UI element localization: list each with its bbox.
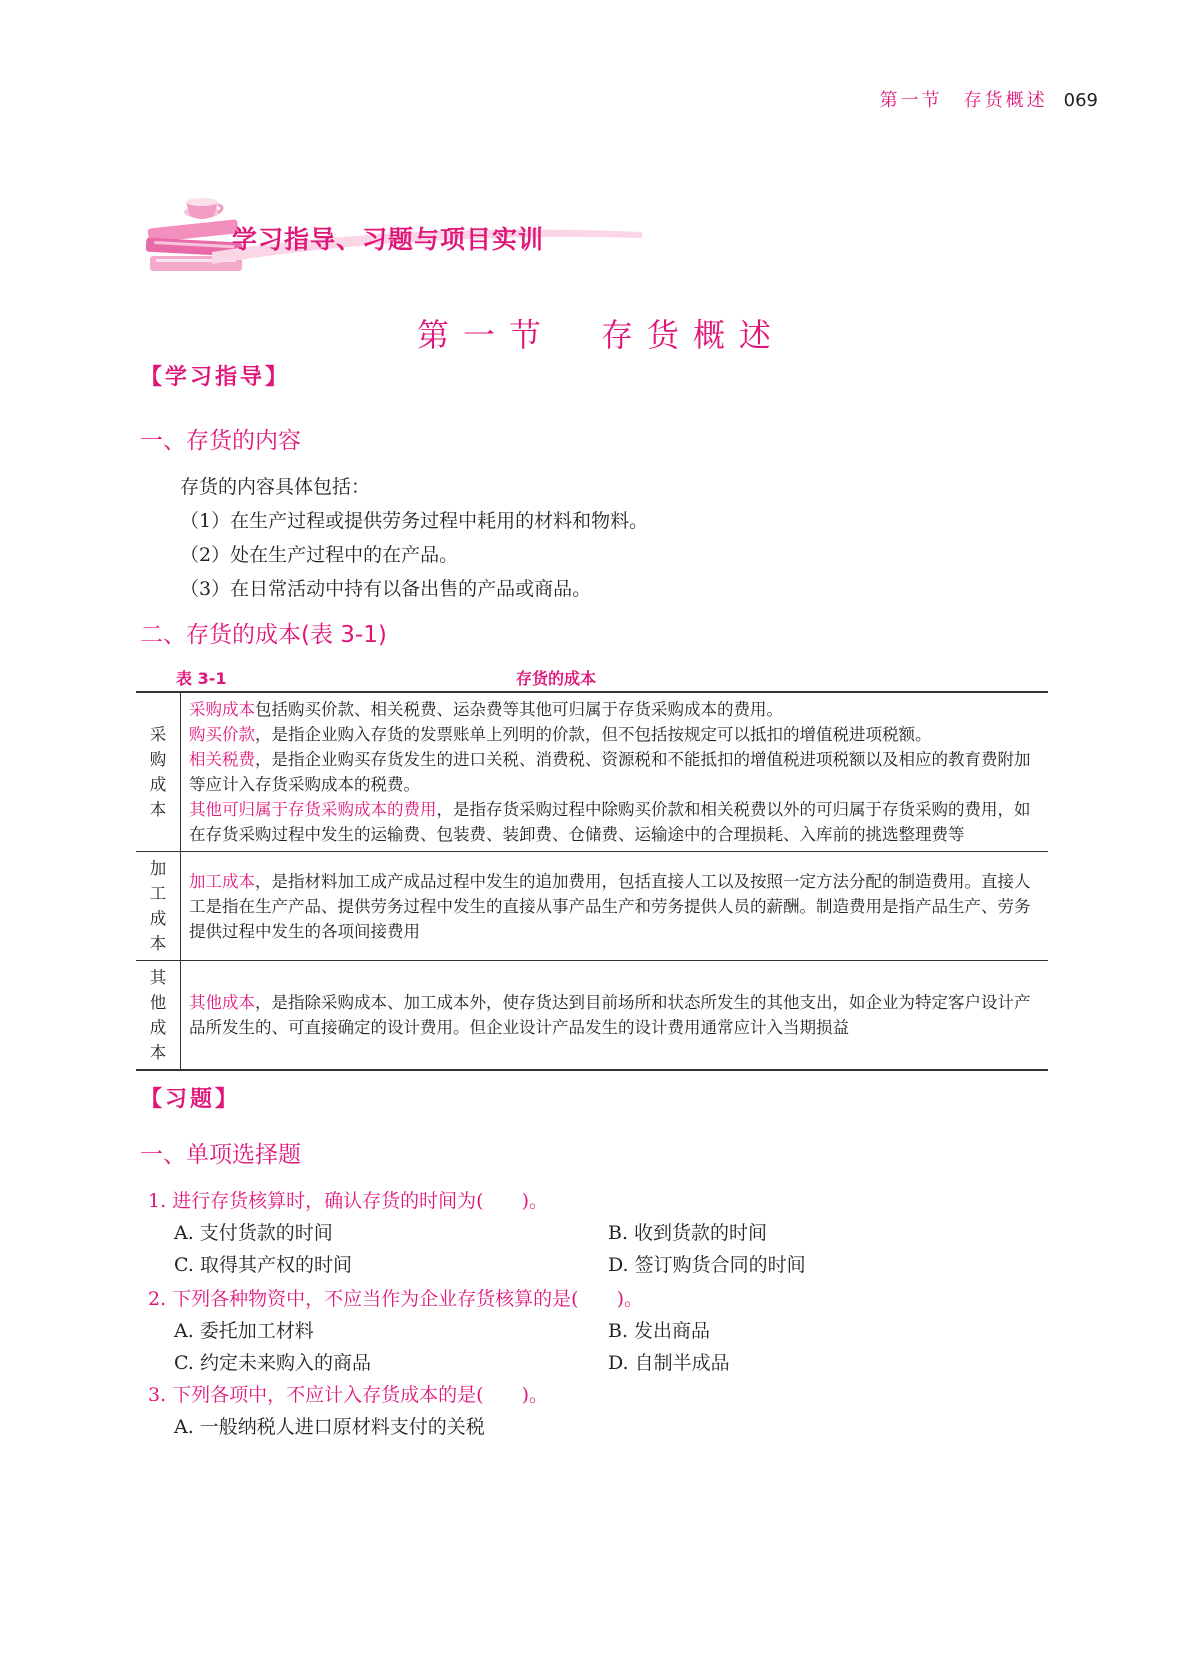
definition: 包括购买价款、相关税费、运杂费等其他可归属于存货采购成本的费用。 (255, 700, 783, 719)
table-caption (176, 666, 226, 689)
description-paragraph (189, 747, 1040, 797)
page-number: 069 (1063, 90, 1098, 111)
inventory-content-intro: 存货的内容具体包括： (180, 476, 371, 498)
table-row (136, 961, 1048, 1071)
inventory-content-heading: 一、存货的内容 (140, 428, 301, 454)
question-option: B. 收到货款的时间 (608, 1222, 768, 1244)
table-row (136, 692, 1048, 852)
question-option: A. 一般纳税人进口原材料支付的关税 (174, 1416, 485, 1438)
inventory-content-item: （1）在生产过程或提供劳务过程中耗用的材料和物料。 (180, 510, 649, 532)
running-head-title: 第一节 存货概述 (879, 90, 1048, 111)
question-option: A. 委托加工材料 (174, 1320, 314, 1342)
inventory-cost-table-wrap (136, 691, 1048, 1071)
question-option: D. 签订购货合同的时间 (608, 1254, 806, 1276)
category-cell: 其他成本 (136, 961, 181, 1071)
description-cell (181, 961, 1049, 1071)
term: 购买价款 (189, 725, 255, 744)
question-option: D. 自制半成品 (608, 1352, 730, 1374)
chapter-banner (142, 190, 582, 285)
question-option: C. 约定未来购入的商品 (174, 1352, 371, 1374)
question-option: B. 发出商品 (608, 1320, 711, 1342)
banner-title: 学习指导、习题与项目实训 (232, 225, 545, 254)
category-cell: 加工成本 (136, 852, 181, 961)
definition: ，是指企业购入存货的发票账单上列明的价款，但不包括按规定可以抵扣的增值税进项税额。 (255, 725, 932, 744)
table-caption-label: 表 3-1 (176, 669, 227, 688)
question-stem: 1. 进行存货核算时，确认存货的时间为( )。 (148, 1190, 548, 1212)
question-option: C. 取得其产权的时间 (174, 1254, 352, 1276)
category-cell: 采购成本 (136, 692, 181, 852)
description-paragraph (189, 697, 1040, 722)
table-row (136, 852, 1048, 961)
inventory-cost-table (136, 691, 1048, 1071)
term: 其他可归属于存货采购成本的费用 (189, 800, 437, 819)
question-option: A. 支付货款的时间 (174, 1222, 333, 1244)
inventory-content-item: （2）处在生产过程中的在产品。 (180, 544, 459, 566)
exercises-heading: 【习题】 (140, 1087, 241, 1112)
inventory-content-item: （3）在日常活动中持有以备出售的产品或商品。 (180, 578, 592, 600)
description-paragraph (189, 990, 1040, 1040)
section-title: 第一节 存货概述 (416, 316, 785, 354)
study-guide-heading: 【学习指导】 (140, 365, 291, 390)
definition: ，是指材料加工成产成品过程中发生的追加费用，包括直接人工以及按照一定方法分配的制造费用。直接人工是指在生产产品、提供劳务过程中发生的直接从事产品生产和劳务提供人员的薪酬。制造费用是指产品生产、劳务提供过程中发生的各项间接费用 (189, 871, 1031, 941)
definition: ，是指企业购买存货发生的进口关税、消费税、资源税和不能抵扣的增值税进项税额以及相应的教育费附加等应计入存货采购成本的税费。 (189, 750, 1031, 794)
table-caption-title: 存货的成本 (516, 669, 597, 688)
term: 加工成本 (189, 871, 255, 891)
term: 相关税费 (189, 750, 255, 769)
description-paragraph (189, 797, 1040, 847)
single-choice-heading: 一、单项选择题 (140, 1142, 301, 1168)
definition: ，是指存货采购过程中除购买价款和相关税费以外的可归属于存货采购的费用，如在存货采购过程中发生的运输费、包装费、装卸费、仓储费、运输途中的合理损耗、入库前的挑选整理费等 (189, 800, 1031, 844)
term: 其他成本 (189, 993, 255, 1012)
description-cell (181, 692, 1049, 852)
description-paragraph (189, 722, 1040, 747)
definition: ，是指除采购成本、加工成本外，使存货达到目前场所和状态所发生的其他支出，如企业为特定客户设计产品所发生的、可直接确定的设计费用。但企业设计产品发生的设计费用通常应计入当期损益 (189, 993, 1031, 1037)
question-stem: 2. 下列各种物资中，不应当作为企业存货核算的是( )。 (148, 1288, 643, 1310)
inventory-cost-heading: 二、存货的成本(表 3-1) (140, 622, 387, 648)
inventory-content-body (180, 470, 648, 606)
running-head (880, 86, 1098, 112)
description-cell (181, 852, 1049, 961)
description-paragraph (189, 869, 1040, 944)
question-stem: 3. 下列各项中，不应计入存货成本的是( )。 (148, 1384, 548, 1406)
table-caption-title-wrap (516, 666, 596, 689)
term: 采购成本 (189, 700, 255, 719)
